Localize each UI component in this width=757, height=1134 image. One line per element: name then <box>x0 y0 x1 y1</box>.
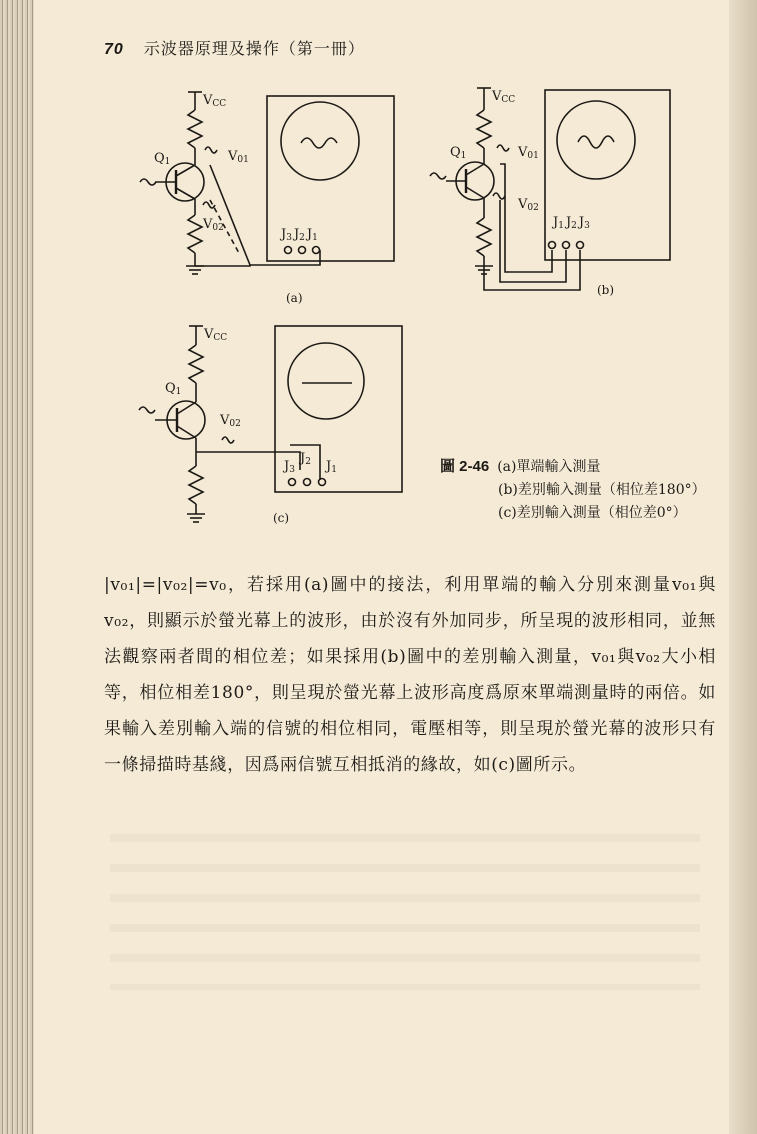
svg-text:VCC: VCC <box>204 327 228 343</box>
svg-text:Q1: Q1 <box>154 151 171 167</box>
circuit-b <box>430 88 670 297</box>
v01-label-a: V <box>228 149 238 164</box>
svg-text:Q1: Q1 <box>165 381 182 397</box>
vcc-label-b: V <box>492 89 502 104</box>
page-number: 70 <box>104 41 124 58</box>
panel-label-c: (c) <box>273 511 290 525</box>
circuit-a <box>140 92 394 305</box>
svg-text:VCC: VCC <box>492 89 516 105</box>
svg-text:Q1: Q1 <box>450 145 467 161</box>
running-title: 示波器原理及操作（第一冊） <box>143 39 365 58</box>
v02-label-b: V <box>518 197 528 212</box>
caption-line-c: (c)差別輸入測量（相位差0°） <box>498 505 687 521</box>
circuit-c <box>139 326 402 525</box>
paragraph: |v₀₁|=|v₀₂|=v₀，若採用(a)圖中的接法，利用單端的輸入分別來測量v₀₁與v₀₂，則顯示於螢光幕上的波形，由於沒有外加同步，所呈現的波形相同，並無法觀察兩者間的相位差；如果採用(b)圖中的差別輸入測量，v₀₁與v₀₂大小相等，相位相差180°，則呈現於螢光幕上波形高度爲原來單端測量時的兩倍。如果輸入差別輸入端的信號的相位相同，電壓相等，則呈現於螢光幕的波形只有一條掃描時基綫，因爲兩信號互相抵消的緣故，如(c)圖所示。 <box>104 575 716 775</box>
caption-line-a: (a)單端輸入測量 <box>497 459 601 475</box>
svg-text:J3: J3 <box>284 459 295 475</box>
vcc-label-c: V <box>204 327 214 342</box>
show-through-area <box>110 820 700 990</box>
v01-label-b: V <box>518 145 528 160</box>
svg-text:J1J2J3: J1 J2 J3 <box>553 215 590 231</box>
svg-text:J1: J1 <box>326 459 337 475</box>
svg-text:J3J2J1: J3 J2 J1 <box>281 227 318 243</box>
v02-label-c: V <box>220 413 230 428</box>
svg-text:V02: V02 <box>203 217 224 233</box>
svg-text:V01: V01 <box>518 145 539 161</box>
caption-line-b: (b)差別輸入測量（相位差180°） <box>498 482 706 498</box>
svg-text:J2: J2 <box>300 451 311 467</box>
panel-label-b: (b) <box>597 283 615 297</box>
svg-text:VCC: VCC <box>203 93 227 109</box>
figure-caption <box>440 455 706 525</box>
figure-number: 圖 2-46 <box>440 458 490 475</box>
svg-text:V01: V01 <box>228 149 249 165</box>
body-text <box>104 567 716 783</box>
q1-label-a: Q <box>154 151 165 166</box>
q1-label-c: Q <box>165 381 176 396</box>
svg-text:V02: V02 <box>220 413 241 429</box>
q1-label-b: Q <box>450 145 461 160</box>
svg-text:V02: V02 <box>518 197 539 213</box>
v02-label-a: V <box>203 217 213 232</box>
vcc-label-a: V <box>203 93 213 108</box>
panel-label-a: (a) <box>286 291 303 305</box>
